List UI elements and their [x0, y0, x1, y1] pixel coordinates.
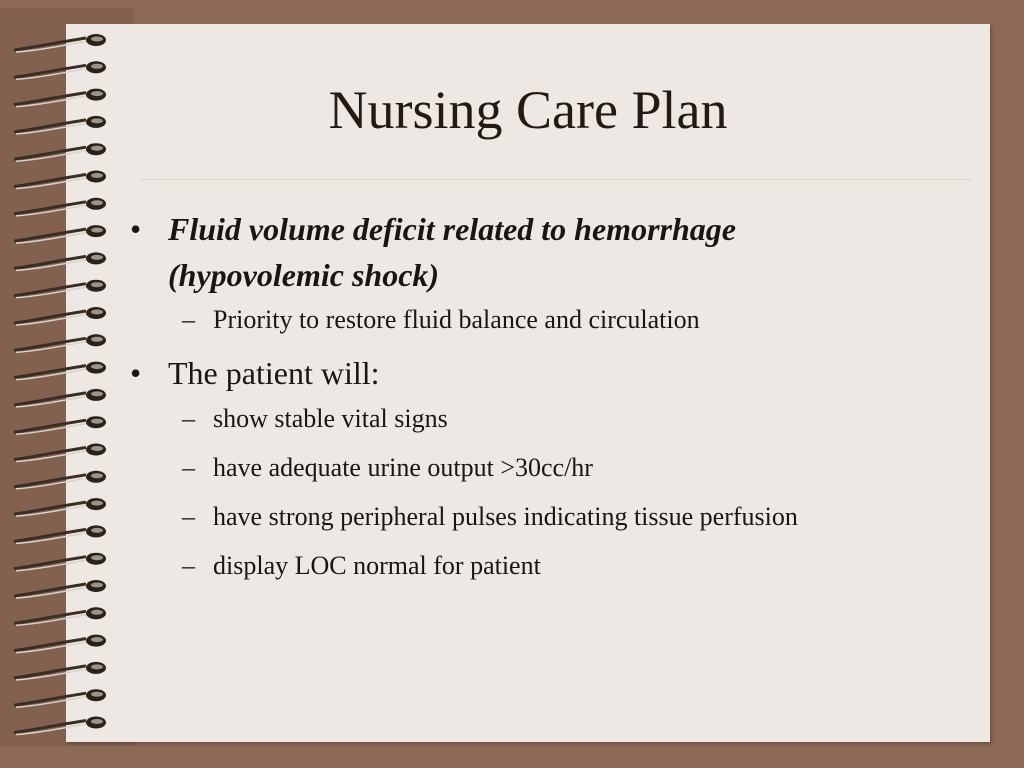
bullet-marker: • [130, 355, 142, 391]
title-divider [140, 179, 972, 180]
spiral-coil [14, 689, 106, 707]
spiral-coil [14, 252, 106, 270]
spiral-coil [14, 498, 106, 516]
sub-bullet-text: show stable vital signs [213, 404, 448, 433]
spiral-coil [14, 61, 106, 79]
sub-bullet-item [168, 298, 908, 342]
bullet-item [128, 206, 908, 342]
spiral-coil [14, 635, 106, 653]
sub-bullet-text: Priority to restore fluid balance and circulation [213, 305, 700, 334]
spiral-coil [14, 607, 106, 625]
spiral-coil [14, 553, 106, 571]
dash-marker: – [182, 453, 195, 482]
slide-title: Nursing Care Plan [328, 80, 728, 140]
spiral-coil [14, 389, 106, 407]
dash-marker: – [182, 502, 195, 531]
bullet-text: The patient will: [168, 355, 380, 391]
sub-bullet-item [168, 545, 908, 586]
spiral-coil [14, 416, 106, 434]
spiral-coil [14, 717, 106, 735]
spiral-coil [14, 525, 106, 543]
spiral-coil [14, 143, 106, 161]
sub-bullet-item [168, 398, 908, 439]
dash-marker: – [182, 404, 195, 433]
sub-bullet-item [168, 496, 908, 537]
spiral-coil [14, 171, 106, 189]
bullet-marker: • [130, 211, 142, 247]
spiral-coil [14, 662, 106, 680]
sub-bullet-text: have strong peripheral pulses indicating tissue perfusion [213, 502, 798, 531]
bullet-item [128, 350, 908, 586]
spiral-coil [14, 444, 106, 462]
spiral-coil [14, 307, 106, 325]
spiral-coil [14, 225, 106, 243]
spiral-coil [14, 334, 106, 352]
bullet-list [128, 206, 908, 586]
spiral-coil [14, 198, 106, 216]
spiral-coil [14, 34, 106, 52]
sub-bullet-text: display LOC normal for patient [213, 551, 541, 580]
spiral-coil [14, 280, 106, 298]
dash-marker: – [182, 551, 195, 580]
dash-marker: – [182, 305, 195, 334]
spiral-coil [14, 362, 106, 380]
sub-bullet-list [168, 298, 908, 342]
spiral-coil [14, 471, 106, 489]
sub-bullet-item [168, 447, 908, 488]
bullet-text: Fluid volume deficit related to hemorrhage (hypovolemic shock) [168, 211, 736, 293]
spiral-coil [14, 580, 106, 598]
sub-bullet-list [168, 398, 908, 586]
sub-bullet-text: have adequate urine output >30cc/hr [213, 453, 593, 482]
